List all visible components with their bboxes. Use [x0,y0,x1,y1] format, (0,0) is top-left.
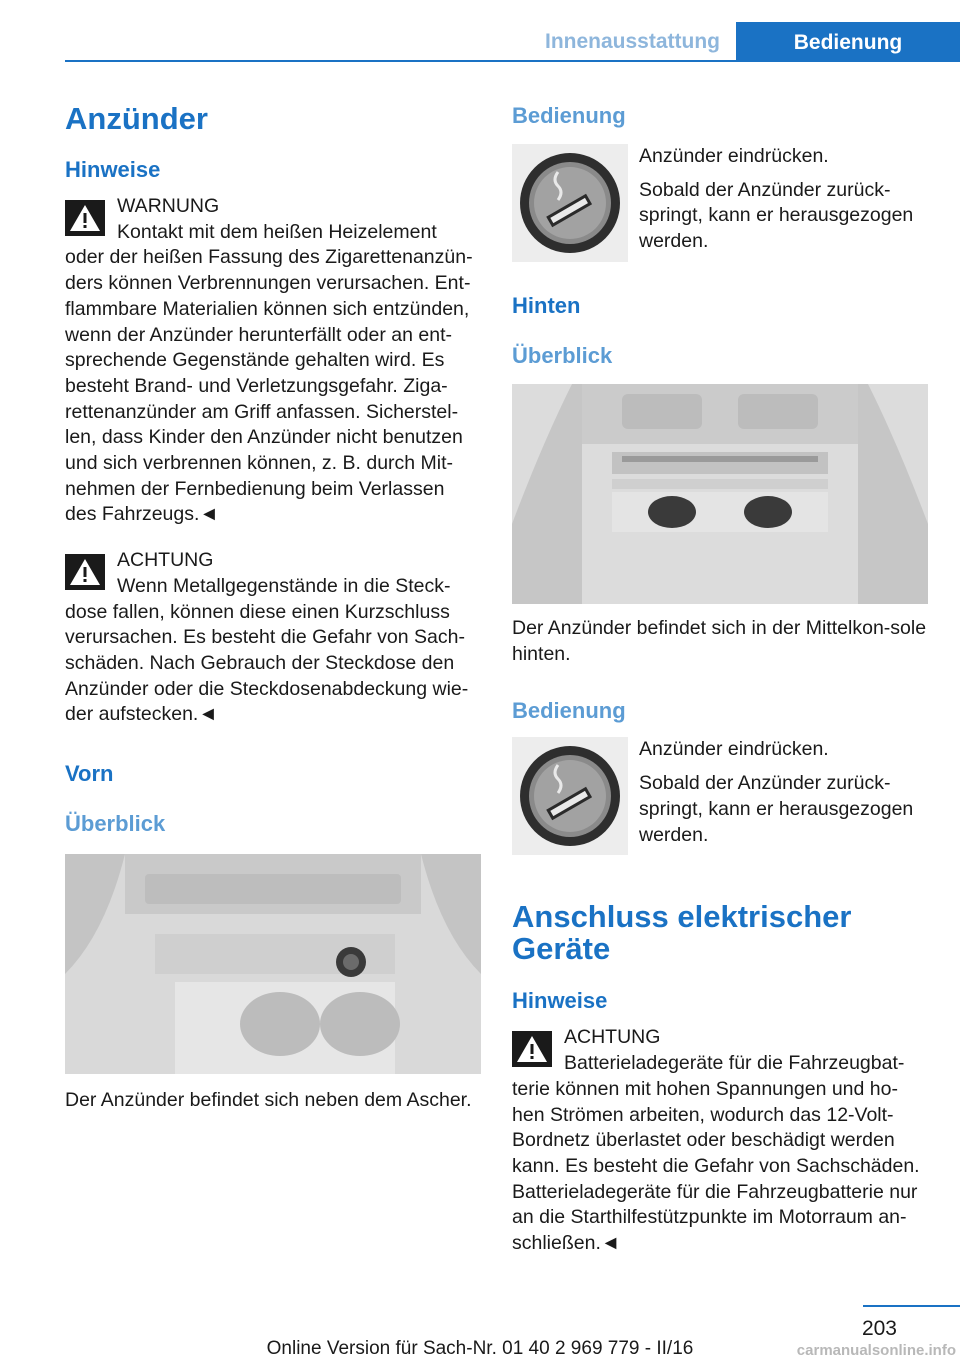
heading-bedienung: Bedienung [512,103,626,128]
cigarette-lighter-icon [512,737,628,855]
heading-hinweise: Hinweise [65,157,161,182]
photo-rear-console [512,384,928,604]
operation-step-1: Anzünder eindrücken. [639,145,829,167]
operation-block-1 [512,144,928,262]
online-version-note: Online Version für Sach-Nr. 01 40 2 969 779 - II/16 [266,1338,694,1359]
heading-hinweise: Hinweise [512,988,608,1014]
warning-block-3 [512,1025,928,1256]
operation-step-2: Sobald der Anzünder zurück‐springt, kann er herausgezogen werden. [639,178,914,253]
photo-caption: Der Anzünder befindet sich neben dem Ascher. [65,1089,472,1112]
rear-console-illustration [512,384,928,604]
front-console-illustration [65,854,481,1074]
warning-block-1 [65,194,481,528]
warning-text: Wenn Metallgegenstände in die Steck‐dose fallen, können diese einen Kurzschluss verursachen. Es besteht die Gefahr von Sach‐schäden. Nach Gebrauch der Steckdose den Anzünder oder die Steckdosenabdeckung wie‐der aufstecken.◄ [65,574,469,726]
operation-step-1: Anzünder eindrücken. [639,738,829,761]
warning-triangle-icon [512,1031,552,1067]
warning-triangle-icon [65,200,105,236]
heading-bedienung: Bedienung [512,698,626,724]
operation-block-2 [512,737,928,855]
page-header [0,0,960,62]
footer-rule [863,1305,960,1307]
heading-ueberblick: Überblick [65,811,166,837]
heading-hinten: Hinten [512,293,581,318]
warning-label: ACHTUNG [564,1026,661,1049]
cigarette-lighter-icon [512,144,628,262]
section-title-anzuender: Anzünder [65,101,208,136]
heading-vorn: Vorn [65,761,114,787]
page-number: 203 [861,1317,897,1340]
warning-label: WARNUNG [117,195,220,217]
lighter-image [512,144,628,262]
section-title-anschluss: Anschluss elektrischer Geräte [512,899,852,967]
lighter-image [512,737,628,855]
photo-caption: Der Anzünder befindet sich in der Mittelkon‐sole hinten. [512,617,927,665]
warning-triangle-icon [65,554,105,590]
watermark: carmanualsonline.info [796,1342,956,1359]
header-tab-bedienung[interactable]: Bedienung [736,22,960,62]
warning-label: ACHTUNG [117,549,214,572]
photo-front-console [65,854,481,1074]
operation-step-2: Sobald der Anzünder zurück‐springt, kann er herausgezogen werden. [639,772,914,846]
header-rule [65,60,960,62]
warning-text: Kontakt mit dem heißen Heizelement oder der heißen Fassung des Zigarettenanzün‐ders können Verbrennungen verursachen. Ent‐flammbare Materialien können sich entzünden, wenn der Anzünder herunterfällt oder an ent‐sprechende Gegenstände gehalten wird. Es besteht Brand- und Verletzungsgefahr. Ziga‐rettenanzünder am Griff anfassen. Sicherstel‐len, dass Kinder den Anzünder nicht benutzen und sich verbrennen können, z. B. durch Mit‐nehmen der Fernbedienung beim Verlassen des Fahrzeugs.◄ [65,220,473,526]
left-column [65,100,481,1114]
right-column [512,102,928,1257]
warning-text: Batterieladegeräte für die Fahrzeugbat‐terie können mit hohen Spannungen und ho‐hen Strömen arbeiten, wodurch das 12-Volt-Bordnetz überlastet oder beschädigt werden kann. Es besteht die Gefahr von Sachschäden. Batterieladegeräte für die Fahrzeugbatterie nur an die Starthilfestützpunkte im Motorraum an‐schließen.◄ [512,1052,920,1255]
heading-ueberblick: Überblick [512,343,613,368]
warning-block-2 [65,548,481,728]
header-tab-innenausstattung[interactable]: Innenausstattung [544,30,720,53]
